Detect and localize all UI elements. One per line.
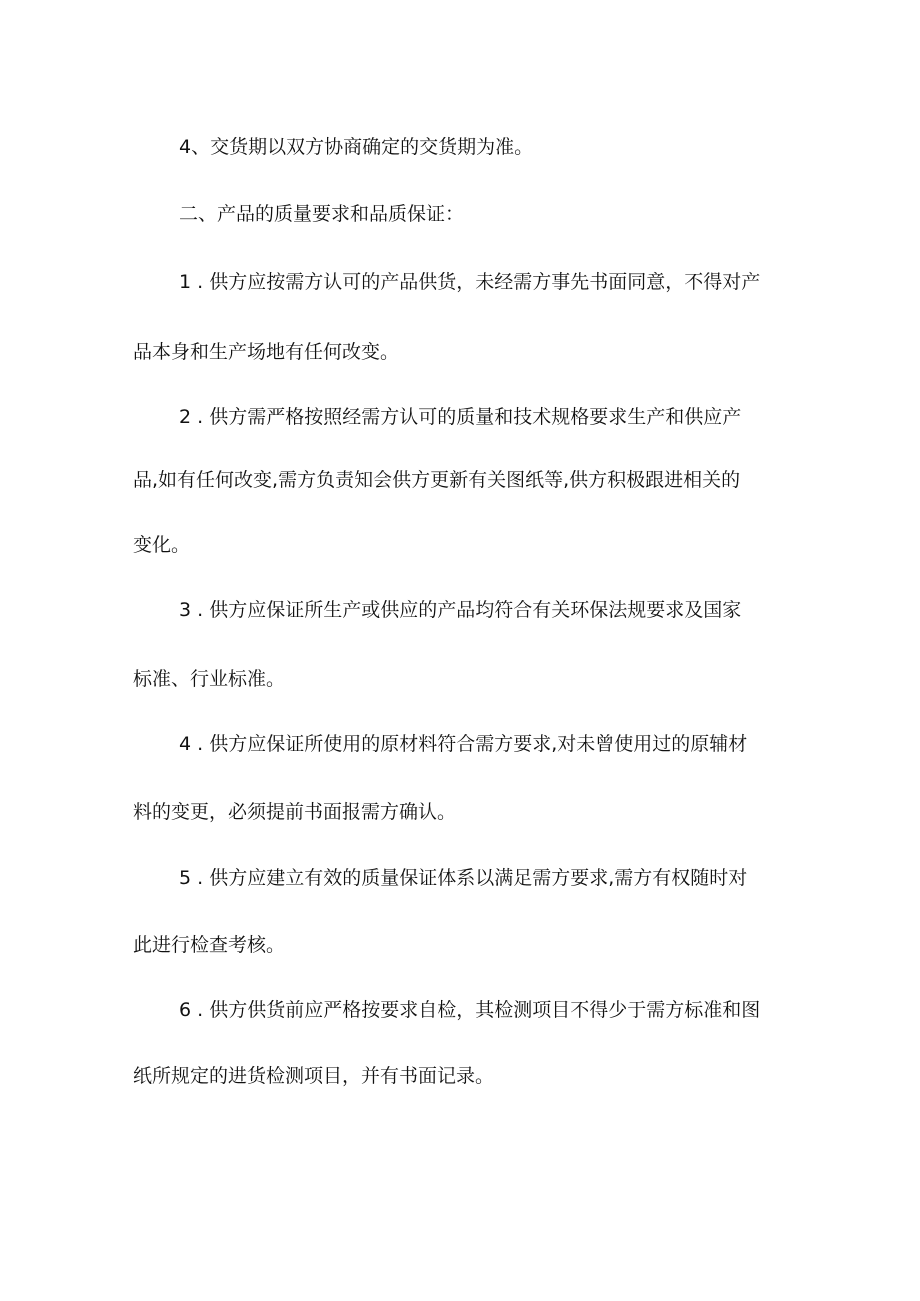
clause-1-line-2: 品本身和生产场地有任何改变。: [133, 341, 400, 363]
clause-1-line-1: 1 . 供方应按需方认可的产品供货，未经需方事先书面同意，不得对产: [179, 271, 761, 293]
clause-5-line-2: 此进行检查考核。: [133, 934, 286, 956]
section-heading-quality: 二、产品的质量要求和品质保证：: [179, 203, 465, 225]
clause-6-line-2: 纸所规定的进货检测项目，并有书面记录。: [133, 1065, 495, 1087]
clause-4-line-2: 料的变更，必须提前书面报需方确认。: [133, 801, 457, 823]
clause-delivery-4: 4、交货期以双方协商确定的交货期为准。: [179, 136, 534, 158]
clause-4-line-1: 4 . 供方应保证所使用的原材料符合需方要求,对未曾使用过的原辅材: [179, 733, 748, 755]
clause-6-line-1: 6 . 供方供货前应严格按要求自检，其检测项目不得少于需方标准和图: [179, 999, 761, 1021]
clause-3-line-1: 3 . 供方应保证所生产或供应的产品均符合有关环保法规要求及国家: [179, 599, 742, 621]
clause-2-line-1: 2 . 供方需严格按照经需方认可的质量和技术规格要求生产和供应产: [179, 406, 742, 428]
clause-3-line-2: 标准、行业标准。: [133, 668, 286, 690]
clause-5-line-1: 5 . 供方应建立有效的质量保证体系以满足需方要求,需方有权随时对: [179, 867, 748, 889]
clause-2-line-3: 变化。: [133, 534, 191, 556]
clause-2-line-2: 品,如有任何改变,需方负责知会供方更新有关图纸等,供方积极跟进相关的: [133, 469, 741, 491]
